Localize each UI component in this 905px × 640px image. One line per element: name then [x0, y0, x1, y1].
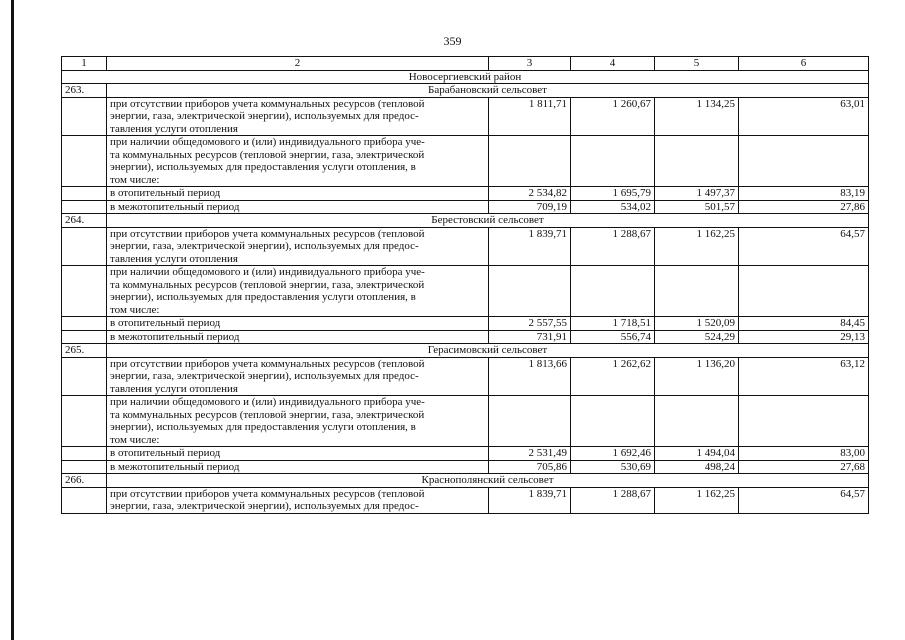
- value-c3: 1 813,66: [489, 357, 571, 396]
- value-c3: [489, 396, 571, 447]
- section-title: Берестовский сельсовет: [107, 214, 869, 228]
- description-line: энергии, газа, электрической энергии), используемых для предос-: [110, 110, 419, 122]
- row-number-cell: [62, 460, 107, 474]
- value-c4: 556,74: [571, 330, 655, 344]
- table-row: [62, 487, 869, 513]
- section-title: Герасимовский сельсовет: [107, 344, 869, 358]
- row-number-cell: [62, 97, 107, 136]
- row-description: [107, 357, 489, 396]
- section-number: 264.: [62, 214, 107, 228]
- value-c5: 1 162,25: [655, 487, 739, 513]
- row-description: [107, 187, 489, 201]
- value-c6: 63,12: [739, 357, 869, 396]
- description-line: энергии), используемых для предоставления услуги отопления, в: [110, 421, 416, 433]
- section-header-row: [62, 214, 869, 228]
- row-number-cell: [62, 487, 107, 513]
- section-title: Краснополянский сельсовет: [107, 474, 869, 488]
- description-line: при наличии общедомового и (или) индивидуального прибора уче-: [110, 266, 425, 278]
- section-number: 265.: [62, 344, 107, 358]
- value-c3: 2 534,82: [489, 187, 571, 201]
- row-description: [107, 487, 489, 513]
- value-c5: [655, 396, 739, 447]
- row-number-cell: [62, 266, 107, 317]
- tariff-table: [61, 56, 869, 514]
- row-number-cell: [62, 357, 107, 396]
- table-row: [62, 317, 869, 331]
- description-line: в межотопительный период: [110, 200, 240, 213]
- value-c3: [489, 136, 571, 187]
- header-col-2: 2: [107, 57, 489, 71]
- header-col-1: 1: [62, 57, 107, 71]
- value-c6: 84,45: [739, 317, 869, 331]
- value-c5: 1 162,25: [655, 227, 739, 266]
- header-row: [62, 57, 869, 71]
- value-c3: 705,86: [489, 460, 571, 474]
- value-c5: [655, 136, 739, 187]
- row-description: [107, 97, 489, 136]
- description-line: энергии, газа, электрической энергии), используемых для предос-: [110, 240, 419, 252]
- table-row: [62, 460, 869, 474]
- row-description: [107, 447, 489, 461]
- value-c4: 534,02: [571, 200, 655, 214]
- description-line: в межотопительный период: [110, 330, 240, 343]
- value-c3: 709,19: [489, 200, 571, 214]
- header-col-3: 3: [489, 57, 571, 71]
- value-c5: 1 497,37: [655, 187, 739, 201]
- value-c6: 63,01: [739, 97, 869, 136]
- description-line: энергии, газа, электрической энергии), используемых для предос-: [110, 370, 419, 382]
- value-c3: 731,91: [489, 330, 571, 344]
- value-c6: 83,19: [739, 187, 869, 201]
- value-c5: 1 520,09: [655, 317, 739, 331]
- value-c3: 1 839,71: [489, 227, 571, 266]
- row-number-cell: [62, 396, 107, 447]
- value-c4: 530,69: [571, 460, 655, 474]
- page-number: 359: [443, 34, 462, 48]
- value-c4: [571, 136, 655, 187]
- table-row: [62, 136, 869, 187]
- value-c5: 1 136,20: [655, 357, 739, 396]
- row-description: [107, 317, 489, 331]
- value-c4: 1 695,79: [571, 187, 655, 201]
- value-c5: 1 134,25: [655, 97, 739, 136]
- description-line: в межотопительный период: [110, 460, 240, 473]
- header-col-6: 6: [739, 57, 869, 71]
- value-c6: 27,86: [739, 200, 869, 214]
- row-number-cell: [62, 317, 107, 331]
- value-c3: [489, 266, 571, 317]
- district-title: Новосергиевский район: [62, 70, 869, 84]
- row-description: [107, 396, 489, 447]
- row-number-cell: [62, 136, 107, 187]
- description-line: при отсутствии приборов учета коммунальных ресурсов (тепловой: [110, 487, 425, 500]
- description-line: та коммунальных ресурсов (тепловой энергии, газа, электрической: [110, 278, 425, 291]
- value-c4: 1 288,67: [571, 487, 655, 513]
- description-line: при наличии общедомового и (или) индивидуального прибора уче-: [110, 136, 425, 148]
- value-c6: [739, 266, 869, 317]
- description-line: при отсутствии приборов учета коммунальных ресурсов (тепловой: [110, 97, 425, 110]
- value-c6: 83,00: [739, 447, 869, 461]
- value-c5: [655, 266, 739, 317]
- table-row: [62, 396, 869, 447]
- value-c6: 64,57: [739, 487, 869, 513]
- description-line: энергии, газа, электрической энергии), используемых для предос-: [110, 500, 419, 512]
- row-number-cell: [62, 330, 107, 344]
- value-c3: 1 839,71: [489, 487, 571, 513]
- value-c5: 501,57: [655, 200, 739, 214]
- table-row: [62, 187, 869, 201]
- description-line: энергии), используемых для предоставления услуги отопления, в: [110, 291, 416, 303]
- description-line: тавления услуги отопления: [110, 382, 238, 395]
- row-number-cell: [62, 200, 107, 214]
- table-row: [62, 357, 869, 396]
- table-row: [62, 97, 869, 136]
- table-row: [62, 330, 869, 344]
- value-c3: 1 811,71: [489, 97, 571, 136]
- section-header-row: [62, 344, 869, 358]
- row-number-cell: [62, 187, 107, 201]
- value-c5: 524,29: [655, 330, 739, 344]
- district-row: [62, 70, 869, 84]
- row-number-cell: [62, 447, 107, 461]
- table-row: [62, 227, 869, 266]
- description-line: та коммунальных ресурсов (тепловой энергии, газа, электрической: [110, 148, 425, 161]
- value-c3: 2 557,55: [489, 317, 571, 331]
- row-description: [107, 227, 489, 266]
- row-number-cell: [62, 227, 107, 266]
- value-c6: 27,68: [739, 460, 869, 474]
- description-line: при отсутствии приборов учета коммунальных ресурсов (тепловой: [110, 227, 425, 240]
- header-col-4: 4: [571, 57, 655, 71]
- value-c6: [739, 136, 869, 187]
- page-edge-bar: [11, 0, 14, 640]
- value-c5: 498,24: [655, 460, 739, 474]
- description-line: том числе:: [110, 303, 160, 316]
- table-row: [62, 447, 869, 461]
- description-line: тавления услуги отопления: [110, 252, 238, 265]
- description-line: та коммунальных ресурсов (тепловой энергии, газа, электрической: [110, 408, 425, 421]
- description-line: в отопительный период: [110, 317, 221, 329]
- value-c4: 1 262,62: [571, 357, 655, 396]
- description-line: энергии), используемых для предоставления услуги отопления, в: [110, 161, 416, 173]
- description-line: в отопительный период: [110, 447, 221, 459]
- description-line: тавления услуги отопления: [110, 122, 238, 135]
- section-header-row: [62, 84, 869, 98]
- table-row: [62, 200, 869, 214]
- section-number: 266.: [62, 474, 107, 488]
- description-line: том числе:: [110, 433, 160, 446]
- row-description: [107, 460, 489, 474]
- value-c4: 1 718,51: [571, 317, 655, 331]
- description-line: при отсутствии приборов учета коммунальных ресурсов (тепловой: [110, 357, 425, 370]
- row-description: [107, 200, 489, 214]
- table-row: [62, 266, 869, 317]
- value-c4: 1 288,67: [571, 227, 655, 266]
- section-title: Барабановский сельсовет: [107, 84, 869, 98]
- header-col-5: 5: [655, 57, 739, 71]
- value-c4: [571, 266, 655, 317]
- value-c6: 64,57: [739, 227, 869, 266]
- value-c6: [739, 396, 869, 447]
- value-c6: 29,13: [739, 330, 869, 344]
- description-line: при наличии общедомового и (или) индивидуального прибора уче-: [110, 396, 425, 408]
- value-c4: [571, 396, 655, 447]
- value-c3: 2 531,49: [489, 447, 571, 461]
- section-number: 263.: [62, 84, 107, 98]
- value-c4: 1 692,46: [571, 447, 655, 461]
- section-header-row: [62, 474, 869, 488]
- description-line: том числе:: [110, 173, 160, 186]
- value-c5: 1 494,04: [655, 447, 739, 461]
- value-c4: 1 260,67: [571, 97, 655, 136]
- description-line: в отопительный период: [110, 187, 221, 199]
- row-description: [107, 330, 489, 344]
- row-description: [107, 266, 489, 317]
- row-description: [107, 136, 489, 187]
